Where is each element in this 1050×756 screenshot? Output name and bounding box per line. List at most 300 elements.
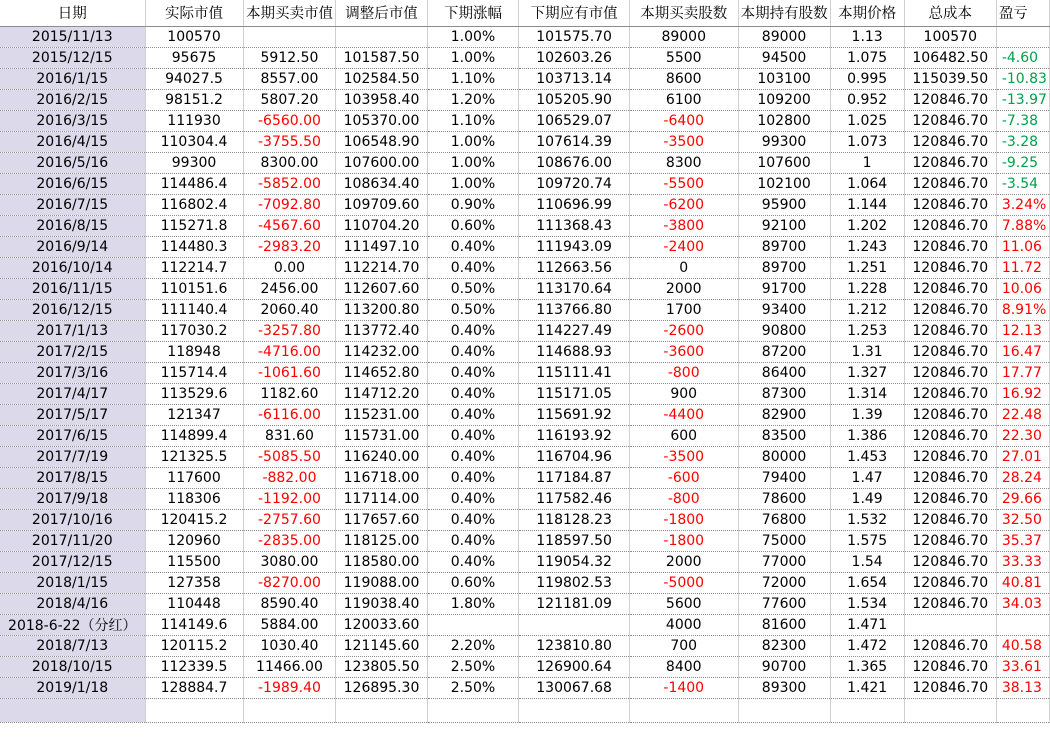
- date-cell[interactable]: 2016/11/15: [0, 278, 145, 299]
- price-cell[interactable]: 1.13: [830, 26, 904, 47]
- adjusted-value-cell[interactable]: 115731.00: [336, 425, 427, 446]
- trade-shares-cell[interactable]: 0: [629, 257, 738, 278]
- empty-cell[interactable]: [629, 698, 738, 722]
- total-cost-cell[interactable]: 120846.70: [904, 341, 996, 362]
- total-cost-cell[interactable]: 120846.70: [904, 131, 996, 152]
- adjusted-value-cell[interactable]: 114652.80: [336, 362, 427, 383]
- trade-value-cell[interactable]: 8300.00: [243, 152, 336, 173]
- total-cost-cell[interactable]: 120846.70: [904, 89, 996, 110]
- date-cell[interactable]: 2016/7/15: [0, 194, 145, 215]
- next-growth-cell[interactable]: 0.40%: [427, 509, 519, 530]
- date-cell[interactable]: 2016/4/15: [0, 131, 145, 152]
- trade-value-cell[interactable]: -4567.60: [243, 215, 336, 236]
- trade-shares-cell[interactable]: 8400: [629, 656, 738, 677]
- held-shares-cell[interactable]: 89300: [738, 677, 830, 698]
- target-value-cell[interactable]: 118128.23: [519, 509, 630, 530]
- market-value-cell[interactable]: 121325.5: [145, 446, 243, 467]
- date-cell[interactable]: 2017/2/15: [0, 341, 145, 362]
- adjusted-value-cell[interactable]: 107600.00: [336, 152, 427, 173]
- total-cost-cell[interactable]: 120846.70: [904, 572, 996, 593]
- trade-shares-cell[interactable]: -2400: [629, 236, 738, 257]
- adjusted-value-cell[interactable]: 103958.40: [336, 89, 427, 110]
- adjusted-value-cell[interactable]: 106548.90: [336, 131, 427, 152]
- pnl-cell[interactable]: 10.06: [996, 278, 1049, 299]
- price-cell[interactable]: 1.314: [830, 383, 904, 404]
- trade-value-cell[interactable]: 5912.50: [243, 47, 336, 68]
- price-cell[interactable]: 1.49: [830, 488, 904, 509]
- date-cell[interactable]: 2015/11/13: [0, 26, 145, 47]
- trade-value-cell[interactable]: -8270.00: [243, 572, 336, 593]
- trade-value-cell[interactable]: 3080.00: [243, 551, 336, 572]
- target-value-cell[interactable]: 130067.68: [519, 677, 630, 698]
- price-cell[interactable]: 1: [830, 152, 904, 173]
- adjusted-value-cell[interactable]: 116718.00: [336, 467, 427, 488]
- target-value-header[interactable]: 下期应有市值: [519, 0, 630, 26]
- trade-value-cell[interactable]: -5852.00: [243, 173, 336, 194]
- trade-shares-cell[interactable]: 4000: [629, 614, 738, 635]
- market-value-cell[interactable]: 111930: [145, 110, 243, 131]
- market-value-cell[interactable]: 100570: [145, 26, 243, 47]
- date-cell[interactable]: 2016/1/15: [0, 68, 145, 89]
- total-cost-cell[interactable]: 120846.70: [904, 635, 996, 656]
- trade-value-cell[interactable]: -1061.60: [243, 362, 336, 383]
- next-growth-cell[interactable]: 0.40%: [427, 551, 519, 572]
- date-cell[interactable]: 2017/11/20: [0, 530, 145, 551]
- target-value-cell[interactable]: 117184.87: [519, 467, 630, 488]
- date-cell[interactable]: 2016/12/15: [0, 299, 145, 320]
- market-value-cell[interactable]: 95675: [145, 47, 243, 68]
- trade-shares-cell[interactable]: 1700: [629, 299, 738, 320]
- date-cell[interactable]: 2017/12/15: [0, 551, 145, 572]
- next-growth-cell[interactable]: 1.80%: [427, 593, 519, 614]
- pnl-cell[interactable]: 33.33: [996, 551, 1049, 572]
- price-cell[interactable]: 1.471: [830, 614, 904, 635]
- target-value-cell[interactable]: 111368.43: [519, 215, 630, 236]
- pnl-cell[interactable]: -3.28: [996, 131, 1049, 152]
- pnl-cell[interactable]: 22.48: [996, 404, 1049, 425]
- next-growth-header[interactable]: 下期涨幅: [427, 0, 519, 26]
- next-growth-cell[interactable]: 2.20%: [427, 635, 519, 656]
- trade-shares-cell[interactable]: -800: [629, 362, 738, 383]
- trade-value-cell[interactable]: 831.60: [243, 425, 336, 446]
- date-cell[interactable]: 2017/6/15: [0, 425, 145, 446]
- price-cell[interactable]: 1.386: [830, 425, 904, 446]
- target-value-cell[interactable]: 116704.96: [519, 446, 630, 467]
- target-value-cell[interactable]: 116193.92: [519, 425, 630, 446]
- trade-shares-cell[interactable]: -1400: [629, 677, 738, 698]
- target-value-cell[interactable]: 114688.93: [519, 341, 630, 362]
- trade-shares-cell[interactable]: -2600: [629, 320, 738, 341]
- held-shares-cell[interactable]: 79400: [738, 467, 830, 488]
- trade-shares-cell[interactable]: -3800: [629, 215, 738, 236]
- price-cell[interactable]: 0.995: [830, 68, 904, 89]
- adjusted-value-cell[interactable]: 113772.40: [336, 320, 427, 341]
- adjusted-value-cell[interactable]: 111497.10: [336, 236, 427, 257]
- total-cost-cell[interactable]: 120846.70: [904, 509, 996, 530]
- trade-shares-cell[interactable]: 700: [629, 635, 738, 656]
- target-value-cell[interactable]: 101575.70: [519, 26, 630, 47]
- market-value-cell[interactable]: 99300: [145, 152, 243, 173]
- pnl-cell[interactable]: 8.91%: [996, 299, 1049, 320]
- total-cost-cell[interactable]: 120846.70: [904, 446, 996, 467]
- total-cost-cell[interactable]: 115039.50: [904, 68, 996, 89]
- adjusted-value-cell[interactable]: 121145.60: [336, 635, 427, 656]
- pnl-cell[interactable]: 38.13: [996, 677, 1049, 698]
- next-growth-cell[interactable]: 0.40%: [427, 383, 519, 404]
- pnl-cell[interactable]: -7.38: [996, 110, 1049, 131]
- total-cost-cell[interactable]: 120846.70: [904, 530, 996, 551]
- trade-value-cell[interactable]: -2835.00: [243, 530, 336, 551]
- total-cost-cell[interactable]: 120846.70: [904, 299, 996, 320]
- date-cell[interactable]: 2017/5/17: [0, 404, 145, 425]
- next-growth-cell[interactable]: 1.20%: [427, 89, 519, 110]
- next-growth-cell[interactable]: 1.00%: [427, 152, 519, 173]
- price-cell[interactable]: 1.453: [830, 446, 904, 467]
- trade-value-cell[interactable]: 8557.00: [243, 68, 336, 89]
- adjusted-value-cell[interactable]: 123805.50: [336, 656, 427, 677]
- total-cost-cell[interactable]: 120846.70: [904, 677, 996, 698]
- target-value-cell[interactable]: 121181.09: [519, 593, 630, 614]
- next-growth-cell[interactable]: 1.10%: [427, 110, 519, 131]
- trade-value-cell[interactable]: 5884.00: [243, 614, 336, 635]
- next-growth-cell[interactable]: 0.40%: [427, 488, 519, 509]
- trade-value-cell[interactable]: -4716.00: [243, 341, 336, 362]
- trade-shares-cell[interactable]: -1800: [629, 530, 738, 551]
- held-shares-cell[interactable]: 77000: [738, 551, 830, 572]
- market-value-cell[interactable]: 110151.6: [145, 278, 243, 299]
- target-value-cell[interactable]: 107614.39: [519, 131, 630, 152]
- adjusted-value-header[interactable]: 调整后市值: [336, 0, 427, 26]
- target-value-cell[interactable]: 126900.64: [519, 656, 630, 677]
- held-shares-cell[interactable]: 77600: [738, 593, 830, 614]
- adjusted-value-cell[interactable]: 118580.00: [336, 551, 427, 572]
- trade-shares-cell[interactable]: 2000: [629, 278, 738, 299]
- adjusted-value-cell[interactable]: 120033.60: [336, 614, 427, 635]
- price-cell[interactable]: 1.064: [830, 173, 904, 194]
- price-cell[interactable]: 1.575: [830, 530, 904, 551]
- target-value-cell[interactable]: 118597.50: [519, 530, 630, 551]
- next-growth-cell[interactable]: 2.50%: [427, 656, 519, 677]
- next-growth-cell[interactable]: 0.40%: [427, 530, 519, 551]
- date-cell[interactable]: 2017/9/18: [0, 488, 145, 509]
- held-shares-cell[interactable]: 76800: [738, 509, 830, 530]
- target-value-cell[interactable]: 108676.00: [519, 152, 630, 173]
- pnl-cell[interactable]: -13.97: [996, 89, 1049, 110]
- market-value-cell[interactable]: 115271.8: [145, 215, 243, 236]
- date-cell[interactable]: 2016/9/14: [0, 236, 145, 257]
- held-shares-cell[interactable]: 83500: [738, 425, 830, 446]
- date-cell[interactable]: 2017/8/15: [0, 467, 145, 488]
- market-value-cell[interactable]: 94027.5: [145, 68, 243, 89]
- target-value-cell[interactable]: 117582.46: [519, 488, 630, 509]
- pnl-cell[interactable]: 40.81: [996, 572, 1049, 593]
- trade-value-cell[interactable]: -6116.00: [243, 404, 336, 425]
- next-growth-cell[interactable]: 1.00%: [427, 47, 519, 68]
- trade-value-cell[interactable]: -7092.80: [243, 194, 336, 215]
- held-shares-cell[interactable]: 82300: [738, 635, 830, 656]
- date-cell[interactable]: 2016/6/15: [0, 173, 145, 194]
- total-cost-cell[interactable]: 120846.70: [904, 593, 996, 614]
- market-value-cell[interactable]: 120115.2: [145, 635, 243, 656]
- target-value-cell[interactable]: 115691.92: [519, 404, 630, 425]
- price-cell[interactable]: 1.31: [830, 341, 904, 362]
- empty-cell[interactable]: [830, 698, 904, 722]
- adjusted-value-cell[interactable]: 117114.00: [336, 488, 427, 509]
- next-growth-cell[interactable]: 0.40%: [427, 320, 519, 341]
- price-cell[interactable]: 1.253: [830, 320, 904, 341]
- trade-shares-cell[interactable]: 8600: [629, 68, 738, 89]
- market-value-cell[interactable]: 114486.4: [145, 173, 243, 194]
- pnl-cell[interactable]: -10.83: [996, 68, 1049, 89]
- date-cell[interactable]: 2016/10/14: [0, 257, 145, 278]
- trade-shares-cell[interactable]: 5500: [629, 47, 738, 68]
- held-shares-cell[interactable]: 89000: [738, 26, 830, 47]
- total-cost-cell[interactable]: 120846.70: [904, 236, 996, 257]
- market-value-cell[interactable]: 117030.2: [145, 320, 243, 341]
- adjusted-value-cell[interactable]: 119038.40: [336, 593, 427, 614]
- market-value-cell[interactable]: 127358: [145, 572, 243, 593]
- held-shares-cell[interactable]: 86400: [738, 362, 830, 383]
- date-cell[interactable]: 2018/10/15: [0, 656, 145, 677]
- held-shares-cell[interactable]: 72000: [738, 572, 830, 593]
- trade-shares-cell[interactable]: -3600: [629, 341, 738, 362]
- pnl-cell[interactable]: 16.47: [996, 341, 1049, 362]
- total-cost-cell[interactable]: 120846.70: [904, 425, 996, 446]
- pnl-cell[interactable]: -9.25: [996, 152, 1049, 173]
- price-cell[interactable]: 1.075: [830, 47, 904, 68]
- pnl-cell[interactable]: 40.58: [996, 635, 1049, 656]
- next-growth-cell[interactable]: 2.50%: [427, 677, 519, 698]
- held-shares-cell[interactable]: 82900: [738, 404, 830, 425]
- trade-value-header[interactable]: 本期买卖市值: [243, 0, 336, 26]
- adjusted-value-cell[interactable]: 112214.70: [336, 257, 427, 278]
- held-shares-cell[interactable]: 109200: [738, 89, 830, 110]
- trade-value-cell[interactable]: -2757.60: [243, 509, 336, 530]
- trade-shares-cell[interactable]: -6400: [629, 110, 738, 131]
- date-header[interactable]: 日期: [0, 0, 145, 26]
- date-cell[interactable]: 2018/4/16: [0, 593, 145, 614]
- held-shares-cell[interactable]: 94500: [738, 47, 830, 68]
- target-value-cell[interactable]: 111943.09: [519, 236, 630, 257]
- pnl-cell[interactable]: 27.01: [996, 446, 1049, 467]
- date-cell[interactable]: 2018/1/15: [0, 572, 145, 593]
- market-value-cell[interactable]: 114480.3: [145, 236, 243, 257]
- price-cell[interactable]: 1.534: [830, 593, 904, 614]
- next-growth-cell[interactable]: 0.40%: [427, 257, 519, 278]
- pnl-cell[interactable]: [996, 26, 1049, 47]
- total-cost-cell[interactable]: 120846.70: [904, 194, 996, 215]
- trade-value-cell[interactable]: 0.00: [243, 257, 336, 278]
- date-cell[interactable]: 2018-6-22（分红）: [0, 614, 145, 635]
- trade-value-cell[interactable]: 1030.40: [243, 635, 336, 656]
- next-growth-cell[interactable]: [427, 614, 519, 635]
- adjusted-value-cell[interactable]: 119088.00: [336, 572, 427, 593]
- empty-cell[interactable]: [427, 698, 519, 722]
- total-cost-cell[interactable]: 120846.70: [904, 404, 996, 425]
- date-cell[interactable]: 2017/3/16: [0, 362, 145, 383]
- target-value-cell[interactable]: 119802.53: [519, 572, 630, 593]
- target-value-cell[interactable]: 109720.74: [519, 173, 630, 194]
- trade-value-cell[interactable]: 1182.60: [243, 383, 336, 404]
- trade-value-cell[interactable]: 2456.00: [243, 278, 336, 299]
- total-cost-cell[interactable]: 100570: [904, 26, 996, 47]
- date-cell[interactable]: 2016/8/15: [0, 215, 145, 236]
- adjusted-value-cell[interactable]: 109709.60: [336, 194, 427, 215]
- total-cost-cell[interactable]: 106482.50: [904, 47, 996, 68]
- date-cell[interactable]: 2019/1/18: [0, 677, 145, 698]
- market-value-header[interactable]: 实际市值: [145, 0, 243, 26]
- date-cell[interactable]: 2016/5/16: [0, 152, 145, 173]
- trade-value-cell[interactable]: 2060.40: [243, 299, 336, 320]
- trade-shares-cell[interactable]: -5500: [629, 173, 738, 194]
- pnl-cell[interactable]: -4.60: [996, 47, 1049, 68]
- next-growth-cell[interactable]: 1.00%: [427, 26, 519, 47]
- date-cell[interactable]: 2016/2/15: [0, 89, 145, 110]
- target-value-cell[interactable]: 123810.80: [519, 635, 630, 656]
- price-cell[interactable]: 1.228: [830, 278, 904, 299]
- total-cost-cell[interactable]: 120846.70: [904, 362, 996, 383]
- next-growth-cell[interactable]: 0.40%: [427, 446, 519, 467]
- total-cost-cell[interactable]: 120846.70: [904, 278, 996, 299]
- date-cell[interactable]: 2017/10/16: [0, 509, 145, 530]
- held-shares-cell[interactable]: 75000: [738, 530, 830, 551]
- held-shares-cell[interactable]: 90800: [738, 320, 830, 341]
- market-value-cell[interactable]: 110448: [145, 593, 243, 614]
- market-value-cell[interactable]: 120960: [145, 530, 243, 551]
- price-cell[interactable]: 1.251: [830, 257, 904, 278]
- empty-cell[interactable]: [145, 698, 243, 722]
- next-growth-cell[interactable]: 1.00%: [427, 131, 519, 152]
- adjusted-value-cell[interactable]: 116240.00: [336, 446, 427, 467]
- market-value-cell[interactable]: 118306: [145, 488, 243, 509]
- next-growth-cell[interactable]: 0.90%: [427, 194, 519, 215]
- date-cell[interactable]: 2017/4/17: [0, 383, 145, 404]
- price-cell[interactable]: 0.952: [830, 89, 904, 110]
- adjusted-value-cell[interactable]: 112607.60: [336, 278, 427, 299]
- pnl-cell[interactable]: -3.54: [996, 173, 1049, 194]
- pnl-header[interactable]: 盈亏: [996, 0, 1049, 26]
- total-cost-cell[interactable]: [904, 614, 996, 635]
- total-cost-cell[interactable]: 120846.70: [904, 467, 996, 488]
- market-value-cell[interactable]: 112339.5: [145, 656, 243, 677]
- pnl-cell[interactable]: 34.03: [996, 593, 1049, 614]
- adjusted-value-cell[interactable]: 102584.50: [336, 68, 427, 89]
- next-growth-cell[interactable]: 0.40%: [427, 404, 519, 425]
- price-cell[interactable]: 1.39: [830, 404, 904, 425]
- trade-shares-cell[interactable]: 900: [629, 383, 738, 404]
- target-value-cell[interactable]: 110696.99: [519, 194, 630, 215]
- target-value-cell[interactable]: 115111.41: [519, 362, 630, 383]
- next-growth-cell[interactable]: 0.40%: [427, 467, 519, 488]
- held-shares-cell[interactable]: 107600: [738, 152, 830, 173]
- adjusted-value-cell[interactable]: 105370.00: [336, 110, 427, 131]
- trade-value-cell[interactable]: -5085.50: [243, 446, 336, 467]
- market-value-cell[interactable]: 98151.2: [145, 89, 243, 110]
- date-cell[interactable]: 2017/7/19: [0, 446, 145, 467]
- trade-value-cell[interactable]: -3755.50: [243, 131, 336, 152]
- adjusted-value-cell[interactable]: 114712.20: [336, 383, 427, 404]
- trade-value-cell[interactable]: -6560.00: [243, 110, 336, 131]
- held-shares-cell[interactable]: 90700: [738, 656, 830, 677]
- market-value-cell[interactable]: 118948: [145, 341, 243, 362]
- next-growth-cell[interactable]: 0.50%: [427, 299, 519, 320]
- market-value-cell[interactable]: 114899.4: [145, 425, 243, 446]
- empty-cell[interactable]: [0, 698, 145, 722]
- adjusted-value-cell[interactable]: 114232.00: [336, 341, 427, 362]
- target-value-cell[interactable]: [519, 614, 630, 635]
- total-cost-cell[interactable]: 120846.70: [904, 173, 996, 194]
- market-value-cell[interactable]: 128884.7: [145, 677, 243, 698]
- adjusted-value-cell[interactable]: 110704.20: [336, 215, 427, 236]
- trade-value-cell[interactable]: -882.00: [243, 467, 336, 488]
- held-shares-cell[interactable]: 81600: [738, 614, 830, 635]
- pnl-cell[interactable]: 22.30: [996, 425, 1049, 446]
- price-cell[interactable]: 1.47: [830, 467, 904, 488]
- trade-shares-cell[interactable]: -3500: [629, 446, 738, 467]
- pnl-cell[interactable]: 16.92: [996, 383, 1049, 404]
- adjusted-value-cell[interactable]: 117657.60: [336, 509, 427, 530]
- total-cost-cell[interactable]: 120846.70: [904, 257, 996, 278]
- held-shares-cell[interactable]: 87300: [738, 383, 830, 404]
- held-shares-cell[interactable]: 91700: [738, 278, 830, 299]
- price-cell[interactable]: 1.54: [830, 551, 904, 572]
- trade-value-cell[interactable]: -1989.40: [243, 677, 336, 698]
- held-shares-cell[interactable]: 89700: [738, 236, 830, 257]
- target-value-cell[interactable]: 113170.64: [519, 278, 630, 299]
- adjusted-value-cell[interactable]: [336, 26, 427, 47]
- pnl-cell[interactable]: 7.88%: [996, 215, 1049, 236]
- market-value-cell[interactable]: 116802.4: [145, 194, 243, 215]
- market-value-cell[interactable]: 117600: [145, 467, 243, 488]
- trade-shares-cell[interactable]: 5600: [629, 593, 738, 614]
- price-cell[interactable]: 1.365: [830, 656, 904, 677]
- price-cell[interactable]: 1.472: [830, 635, 904, 656]
- trade-shares-cell[interactable]: -5000: [629, 572, 738, 593]
- market-value-cell[interactable]: 113529.6: [145, 383, 243, 404]
- trade-shares-cell[interactable]: -1800: [629, 509, 738, 530]
- trade-value-cell[interactable]: 5807.20: [243, 89, 336, 110]
- pnl-cell[interactable]: 28.24: [996, 467, 1049, 488]
- total-cost-header[interactable]: 总成本: [904, 0, 996, 26]
- total-cost-cell[interactable]: 120846.70: [904, 656, 996, 677]
- trade-shares-cell[interactable]: 2000: [629, 551, 738, 572]
- held-shares-cell[interactable]: 102800: [738, 110, 830, 131]
- adjusted-value-cell[interactable]: 113200.80: [336, 299, 427, 320]
- trade-shares-cell[interactable]: -800: [629, 488, 738, 509]
- price-cell[interactable]: 1.421: [830, 677, 904, 698]
- next-growth-cell[interactable]: 0.40%: [427, 425, 519, 446]
- market-value-cell[interactable]: 120415.2: [145, 509, 243, 530]
- date-cell[interactable]: 2016/3/15: [0, 110, 145, 131]
- pnl-cell[interactable]: 29.66: [996, 488, 1049, 509]
- pnl-cell[interactable]: 32.50: [996, 509, 1049, 530]
- next-growth-cell[interactable]: 1.00%: [427, 173, 519, 194]
- trade-shares-cell[interactable]: 89000: [629, 26, 738, 47]
- next-growth-cell[interactable]: 1.10%: [427, 68, 519, 89]
- target-value-cell[interactable]: 115171.05: [519, 383, 630, 404]
- trade-shares-header[interactable]: 本期买卖股数: [629, 0, 738, 26]
- trade-shares-cell[interactable]: -4400: [629, 404, 738, 425]
- pnl-cell[interactable]: 11.06: [996, 236, 1049, 257]
- pnl-cell[interactable]: 12.13: [996, 320, 1049, 341]
- trade-shares-cell[interactable]: -6200: [629, 194, 738, 215]
- held-shares-cell[interactable]: 99300: [738, 131, 830, 152]
- pnl-cell[interactable]: 33.61: [996, 656, 1049, 677]
- empty-cell[interactable]: [336, 698, 427, 722]
- total-cost-cell[interactable]: 120846.70: [904, 551, 996, 572]
- adjusted-value-cell[interactable]: 126895.30: [336, 677, 427, 698]
- pnl-cell[interactable]: [996, 614, 1049, 635]
